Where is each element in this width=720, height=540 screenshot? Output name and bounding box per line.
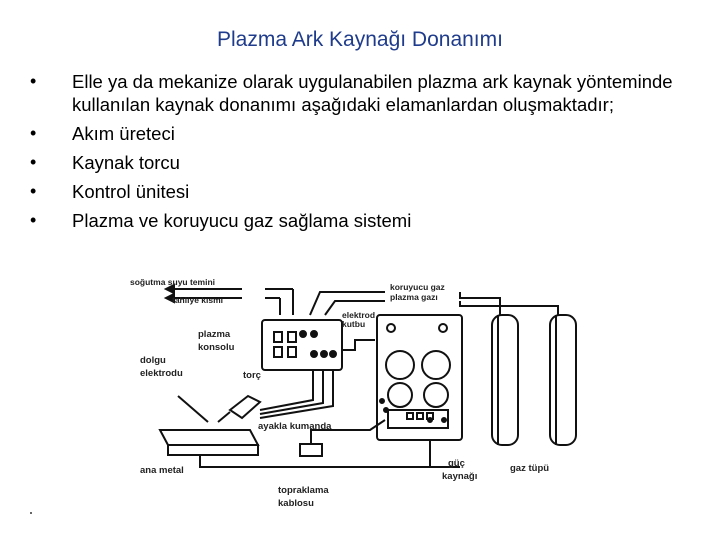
- bullet-current-source: • Akım üreteci: [30, 122, 690, 145]
- bullet-control-unit: • Kontrol ünitesi: [30, 180, 690, 203]
- label-cooling-water: soğutma suyu temini: [130, 277, 216, 287]
- label-filler: dolgu: [140, 355, 166, 366]
- label-cable: kablosu: [278, 498, 314, 509]
- slide-marker-dot: [30, 512, 32, 514]
- bullet-gas-system: • Plazma ve koruyucu gaz sağlama sistemi: [30, 209, 690, 232]
- label-electrode: elektrod: [342, 310, 376, 320]
- label-gas-cylinder: gaz tüpü: [510, 463, 550, 474]
- label-foot-control: ayakla kumanda: [258, 421, 332, 432]
- label-base-metal: ana metal: [140, 465, 184, 476]
- plasma-welding-equipment-diagram: [130, 270, 590, 532]
- label-power: güç: [448, 458, 465, 469]
- label-drain: tahliye kısmı: [172, 295, 224, 305]
- label-plasma: plazma: [198, 329, 231, 340]
- label-torch: torç: [243, 370, 261, 381]
- label-shielding-gas: koruyucu gaz: [390, 282, 445, 292]
- label-console: konsolu: [198, 342, 235, 353]
- bullet-list: [30, 70, 690, 238]
- page-title: Plazma Ark Kaynağı Donanımı: [217, 28, 503, 51]
- label-grounding: topraklama: [278, 485, 329, 496]
- label-source: kaynağı: [442, 471, 478, 482]
- label-plasma-gas: plazma gazı: [390, 292, 438, 302]
- label-filler-electrode: elektrodu: [140, 368, 183, 379]
- label-pole: kutbu: [342, 319, 366, 329]
- bullet-torch: • Kaynak torcu: [30, 151, 690, 174]
- bullet-intro: • Elle ya da mekanize olarak uygulanabilen plazma ark kaynak yönteminde kullanılan kaynak donanımı aşağıdaki elamanlardan oluşmaktadır;: [30, 70, 690, 116]
